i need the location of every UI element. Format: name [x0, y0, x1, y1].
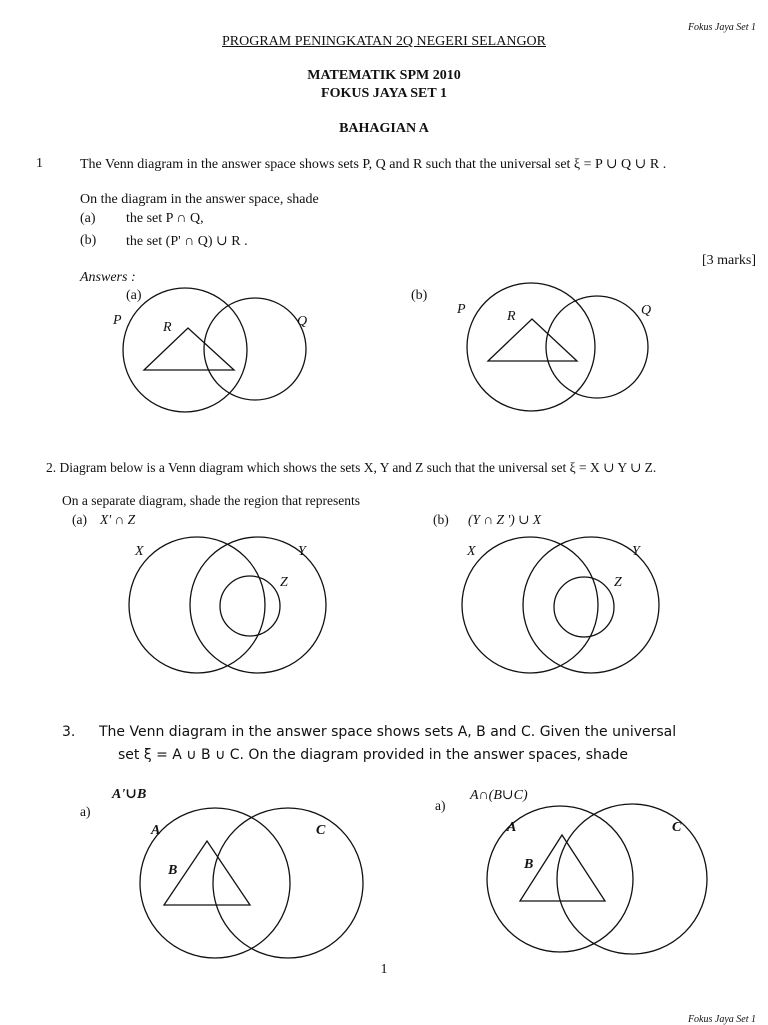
set-x-circle: [129, 537, 265, 673]
set-p-circle: [123, 288, 247, 412]
set-z-label: Z: [280, 575, 288, 590]
q3-venn-diagram-a: [120, 805, 380, 965]
q2-venn-diagram-b: [445, 535, 705, 675]
q1-stem: The Venn diagram in the answer space shows sets P, Q and R such that the universal set ξ = P ∪ Q ∪ R .: [80, 157, 667, 172]
q3-a-label: a): [80, 804, 91, 819]
q1-marks: [3 marks]: [701, 253, 756, 268]
set-z-circle: [220, 576, 280, 636]
set-b-label: B: [168, 863, 178, 878]
q3-b-expression: A∩(B∪C): [470, 788, 528, 803]
set-q-circle: [204, 298, 306, 400]
set-c-label: C: [316, 823, 326, 838]
q2-a-expression: X' ∩ Z: [100, 512, 136, 527]
set-q-label: Q: [641, 303, 652, 318]
running-header: Fokus Jaya Set 1: [687, 22, 756, 33]
q1-diagram-a-label: (a): [126, 288, 142, 303]
q1-a-label: (a): [80, 211, 96, 226]
q2-stem: 2. Diagram below is a Venn diagram which shows the sets X, Y and Z such that the universal set ξ = X ∪ Y ∪ Z.: [46, 460, 657, 475]
set-a-label: A: [151, 823, 161, 838]
set-p-label: P: [113, 313, 122, 328]
q1-number: 1: [36, 156, 43, 171]
set-x-label: X: [467, 544, 476, 559]
q3-line1: The Venn diagram in the answer space shows sets A, B and C. Given the universal: [99, 724, 677, 740]
q3-number: 3.: [62, 724, 76, 740]
q1-b-text: the set (P' ∩ Q) ∪ R .: [126, 234, 248, 249]
set-title: FOKUS JAYA SET 1: [321, 86, 447, 101]
q1-answers-label: Answers :: [80, 270, 136, 285]
q1-b-label: (b): [80, 233, 97, 248]
section-title: BAHAGIAN A: [339, 121, 429, 136]
q3-b-label: a): [435, 798, 446, 813]
q3-venn-diagram-b: [480, 805, 740, 965]
set-y-label: Y: [298, 544, 306, 559]
q1-diagram-b-label: (b): [411, 288, 428, 303]
q1-a-text: the set P ∩ Q,: [126, 211, 204, 226]
set-z-circle: [554, 577, 614, 637]
set-z-label: Z: [614, 575, 622, 590]
set-a-circle: [140, 808, 290, 958]
set-b-label: B: [524, 857, 534, 872]
set-r-triangle: [144, 328, 234, 370]
page-number: 1: [380, 962, 388, 977]
set-c-label: C: [672, 820, 682, 835]
q2-venn-diagram-a: [110, 535, 370, 675]
set-c-circle: [557, 804, 707, 954]
set-p-label: P: [457, 302, 466, 317]
q1-instruction: On the diagram in the answer space, shade: [80, 192, 319, 207]
q2-b-expression: (Y ∩ Z ') ∪ X: [468, 512, 542, 527]
q1-venn-diagram-b: [445, 285, 665, 415]
set-q-label: Q: [297, 314, 308, 329]
q2-instruction: On a separate diagram, shade the region that represents: [62, 493, 361, 508]
set-y-label: Y: [632, 544, 640, 559]
set-p-circle: [467, 283, 595, 411]
program-title: PROGRAM PENINGKATAN 2Q NEGERI SELANGOR: [222, 34, 546, 49]
set-r-label: R: [163, 320, 172, 335]
set-a-label: A: [507, 820, 517, 835]
q2-b-label: (b): [433, 512, 449, 527]
running-footer: Fokus Jaya Set 1: [687, 1014, 756, 1025]
q3-a-expression: A'∪B: [112, 787, 147, 802]
set-r-label: R: [507, 309, 516, 324]
set-x-circle: [462, 537, 598, 673]
set-r-triangle: [488, 319, 577, 361]
q2-a-label: (a): [72, 512, 87, 527]
q3-line2: set ξ = A ∪ B ∪ C. On the diagram provided in the answer spaces, shade: [118, 747, 628, 763]
q1-venn-diagram-a: [100, 290, 320, 420]
subject-title: MATEMATIK SPM 2010: [307, 68, 461, 83]
set-x-label: X: [135, 544, 144, 559]
